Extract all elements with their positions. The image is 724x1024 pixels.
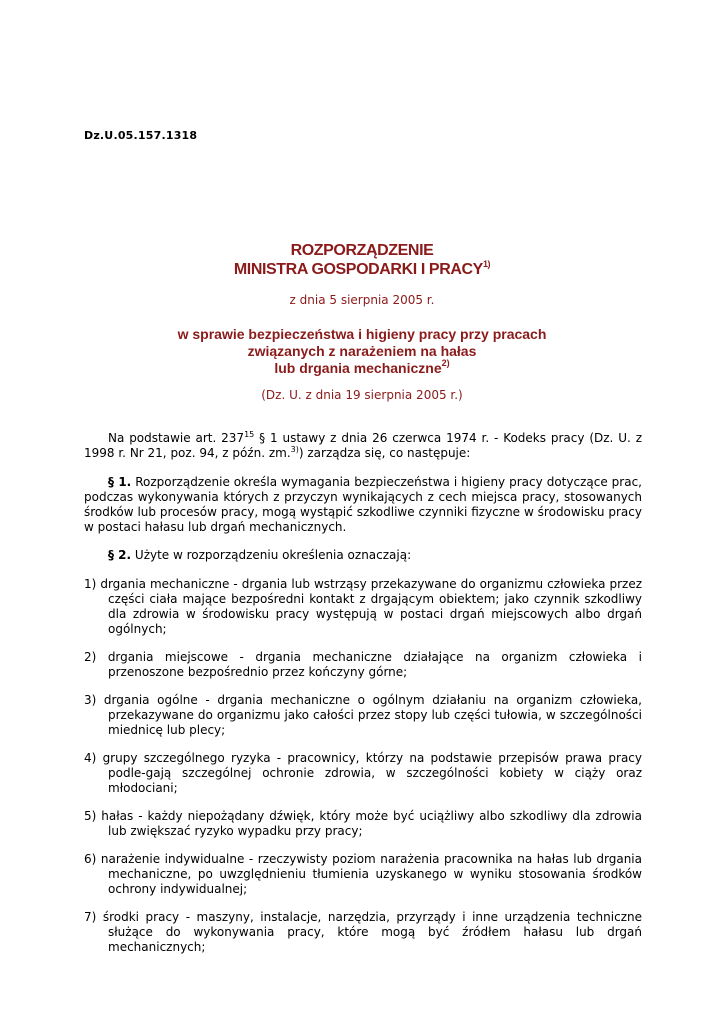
section-2-label: § 2. [108,548,132,562]
journal-citation: (Dz. U. z dnia 19 sierpnia 2005 r.) [261,388,463,402]
section-1 [84,475,642,535]
definition-item-4: 4) grupy szczególnego ryzyka - pracownicy, którzy na podstawie przepisów prawa pracy podle-gają szczególnej ochronie zdrowia, w szczególności kobiety w ciąży oraz młodociani; [84,751,642,795]
document-title [0,241,724,279]
section-2 [84,548,642,563]
definition-item-3: 3) drgania ogólne - drgania mechaniczne o ogólnym działaniu na organizm człowieka, przekazywane do organizmu jako całości przez stopy lub części tułowia, w szczególności miednicę lub plecy; [84,693,642,737]
definition-item-6: 6) narażenie indywidualne - rzeczywisty poziom narażenia pracownika na hałas lub drgania mechaniczne, po uwzględnieniu tłumienia uzyskanego w wyniku stosowania środków ochrony indywidualnej; [84,852,642,896]
subject-line-3 [0,360,724,377]
title-line-1: ROZPORZĄDZENIE [290,242,434,259]
section-1-text: Rozporządzenie określa wymagania bezpieczeństwa i higieny pracy dotyczące prac, podczas wykonywania których z przyczyn wynikających z cech miejsca pracy, stosowanych środków lub procesów pracy, mogą wystąpić szkodliwe czynniki fizyczne w środowisku pracy w postaci hałasu lub drgań mechanicznych. [84,475,642,534]
preamble-text-2: § 1 ustawy z dnia 26 czerwca 1974 r. - Kodeks pracy (Dz. U. z 1998 r. Nr 21, poz. 94, z późn. zm. [84,431,642,460]
section-2-text: Użyte w rozporządzeniu określenia oznaczają: [131,548,412,562]
definition-item-5: 5) hałas - każdy niepożądany dźwięk, który może być uciążliwy albo szkodliwy dla zdrowia lub zwiększać ryzyko wypadku przy pracy; [84,809,642,838]
subject-line-2: związanych z narażeniem na hałas [247,343,477,359]
document-date: z dnia 5 sierpnia 2005 r. [289,293,435,307]
definition-item-1: 1) drgania mechaniczne - drgania lub wstrząsy przekazywane do organizmu człowieka przez części ciała mające bezpośredni kontakt z drgającym obiektem; jako czynnik szkodliwy dla zdrowia w środowisku pracy występują w postaci drgań miejscowych albo drgań ogólnych; [84,577,642,636]
preamble-superscript-1: 15 [244,430,255,439]
subject-line-1: w sprawie bezpieczeństwa i higieny pracy przy pracach [177,326,547,342]
title-line-2-text: MINISTRA GOSPODARKI I PRACY [233,261,483,278]
definition-item-2: 2) drgania miejscowe - drgania mechaniczne działające na organizm człowieka i przenoszone bezpośrednio przez kończyny górne; [84,650,642,679]
preamble-text-3: ) zarządza się, co następuje: [298,446,471,460]
definition-list [84,577,642,955]
definition-item-7: 7) środki pracy - maszyny, instalacje, narzędzia, przyrządy i inne urządzenia techniczne służące do wykonywania pracy, które mogą być źródłem hałasu lub drgań mechanicznych; [84,910,642,954]
preamble-superscript-2: 3) [290,445,299,454]
section-1-paragraph [84,475,642,535]
section-1-label: § 1. [108,475,132,489]
document-subject [0,326,724,377]
subject-line-3-text: lub drgania mechaniczne [274,360,442,376]
subject-footnote-marker: 2) [441,358,450,368]
document-reference: Dz.U.05.157.1318 [84,129,198,142]
title-footnote-marker: 1) [482,259,491,269]
title-line-2 [0,260,724,279]
preamble-paragraph [84,431,642,461]
preamble [84,431,642,461]
preamble-text-1: Na podstawie art. 237 [108,431,245,445]
section-2-paragraph [84,548,642,563]
